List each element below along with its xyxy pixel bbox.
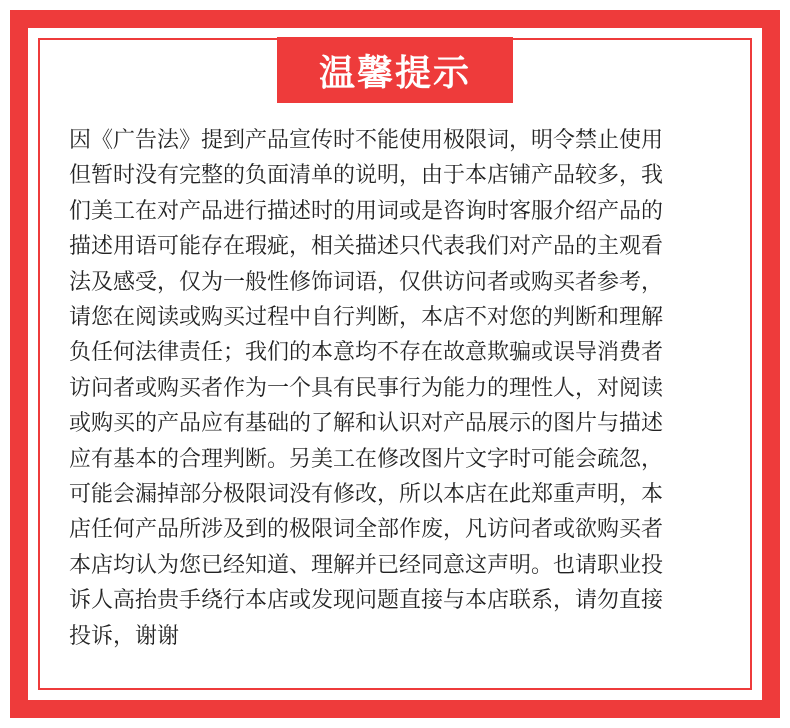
notice-body <box>69 123 745 654</box>
notice-line: 投诉，谢谢 <box>69 623 180 649</box>
notice-line: 描述用语可能存在瑕疵，相关描述只代表我们对产品的主观看 <box>69 234 664 260</box>
notice-line: 店任何产品所涉及到的极限词全部作废，凡访问者或欲购买者 <box>69 517 664 543</box>
notice-line: 应有基本的合理判断。另美工在修改图片文字时可能会疏忽， <box>69 446 664 472</box>
notice-title-banner <box>277 37 513 103</box>
notice-line: 因《广告法》提到产品宣传时不能使用极限词，明令禁止使用 <box>69 128 664 153</box>
notice-panel <box>28 28 762 700</box>
notice-line: 们美工在对产品进行描述时的用词或是咨询时客服介绍产品的 <box>69 198 664 224</box>
notice-line: 负任何法律责任；我们的本意均不存在故意欺骗或误导消费者 <box>69 340 664 366</box>
notice-title: 温馨提示 <box>318 52 471 94</box>
notice-line: 访问者或购买者作为一个具有民事行为能力的理性人，对阅读 <box>69 375 664 401</box>
notice-line: 本店均认为您已经知道、理解并已经同意这声明。也请职业投 <box>69 552 664 578</box>
notice-line: 可能会漏掉部分极限词没有修改，所以本店在此郑重声明，本 <box>69 482 664 508</box>
notice-line: 法及感受，仅为一般性修饰词语，仅供访问者或购买者参考， <box>69 269 664 295</box>
notice-line: 或购买的产品应有基础的了解和认识对产品展示的图片与描述 <box>69 411 664 437</box>
notice-line: 诉人高抬贵手绕行本店或发现问题直接与本店联系，请勿直接 <box>69 588 664 614</box>
notice-line: 但暂时没有完整的负面清单的说明，由于本店铺产品较多，我 <box>69 163 664 189</box>
notice-line: 请您在阅读或购买过程中自行判断，本店不对您的判断和理解 <box>69 305 664 331</box>
notice-frame <box>10 10 780 718</box>
